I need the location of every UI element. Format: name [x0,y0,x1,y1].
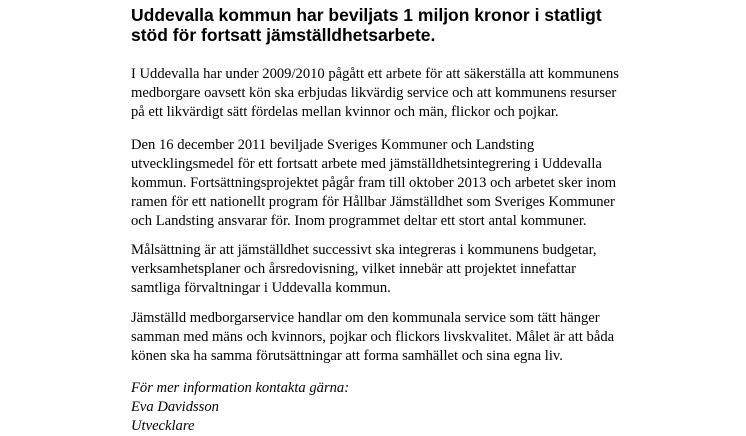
text-line: och Landsting ansvarar för. Inom programmet deltar ett stort antal kommuner. [131,213,587,229]
contact-heading: För mer information kontakta gärna: [131,380,350,396]
text-line: utvecklingsmedel för ett fortsatt arbete med jämställdhetsintegrering i Uddevalla [131,156,602,172]
paragraph-service [131,309,731,366]
text-line: verksamhetsplaner och årsredovisning, vilket innebär att projektet innefattar [131,261,576,277]
title-line: stöd för fortsatt jämställdhetsarbete. [131,25,436,45]
text-line: I Uddevalla har under 2009/2010 pågått ett arbete för att säkerställa att kommunens [131,66,619,82]
text-line: Jämställd medborgarservice handlar om den kommunala service som tätt hänger [131,310,600,326]
text-line: Den 16 december 2011 beviljade Sveriges Kommuner och Landsting [131,137,535,153]
paragraph-funding [131,136,731,231]
text-line: medborgare oavsett kön ska erbjudas likvärdig service och att kommunens resurser [131,85,617,101]
text-line: samman med mäns och kvinnors, pojkar och flickors livskvalitet. Målet är att båda [131,329,615,345]
page-title [131,5,691,45]
contact-name: Eva Davidsson [131,399,219,415]
contact-role: Utvecklare [131,418,195,434]
text-line: samtliga förvaltningar i Uddevalla kommun. [131,280,391,296]
text-line: på ett likvärdigt sätt fördelas mellan kvinnor och män, flickor och pojkar. [131,104,559,120]
title-line: Uddevalla kommun har beviljats 1 miljon kronor i statligt [131,5,602,25]
text-line: kommun. Fortsättningsprojektet pågår fram till oktober 2013 och arbetet sker inom [131,175,617,191]
text-line: ramen för ett nationellt program för Hållbar Jämställdhet som Sveriges Kommuner [131,194,615,210]
text-line: könen ska ha samma förutsättningar att forma samhället och sina egna liv. [131,348,563,364]
contact-block [131,379,731,436]
text-line: Målsättning är att jämställdhet successivt ska integreras i kommunens budgetar, [131,242,597,258]
paragraph-intro [131,65,731,122]
paragraph-goal [131,241,731,298]
